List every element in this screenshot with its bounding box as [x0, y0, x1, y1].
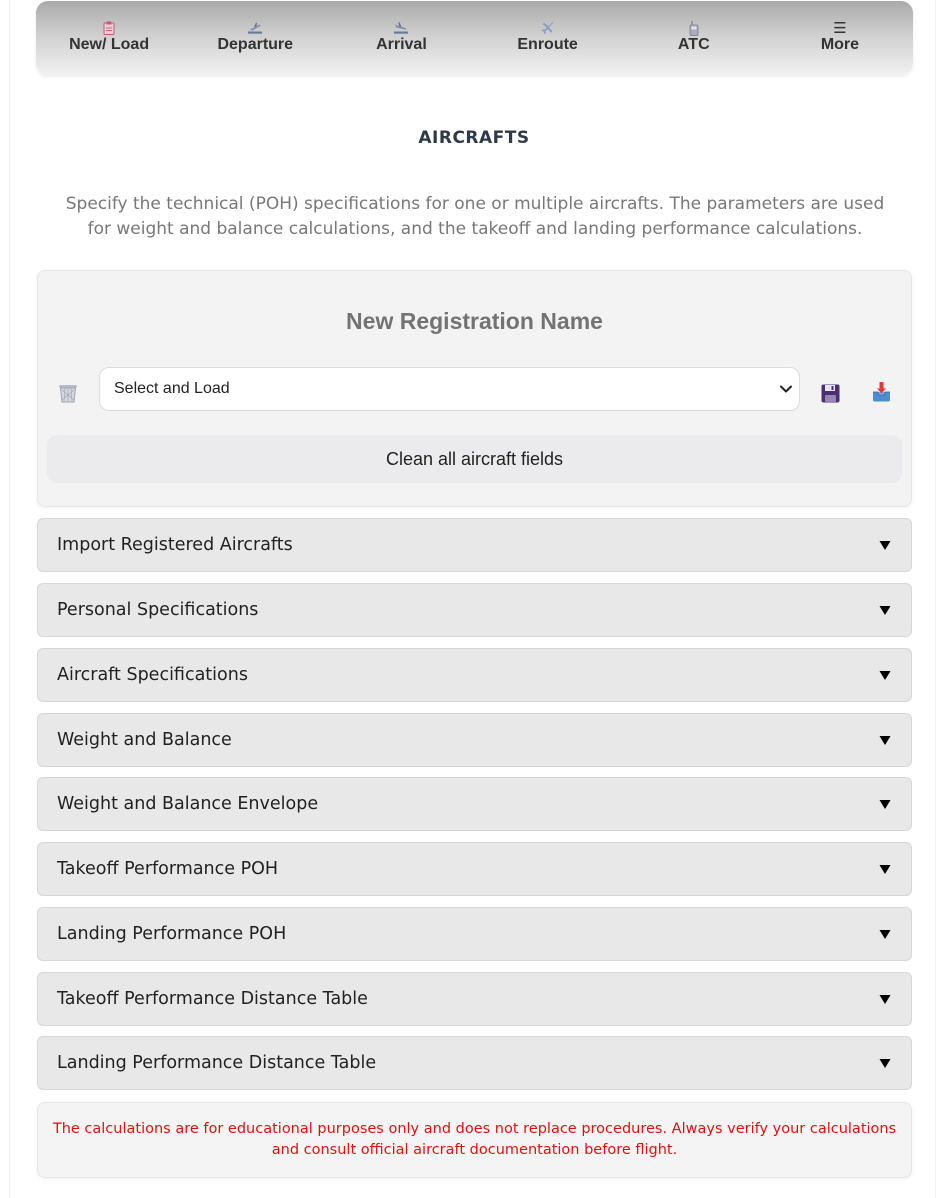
nav-item-atc[interactable] — [621, 1, 767, 75]
nav-item-enroute[interactable] — [475, 1, 621, 75]
triangle-down-icon — [879, 1058, 891, 1069]
triangle-down-icon — [879, 799, 891, 810]
accordion-label: Weight and Balance Envelope — [57, 794, 319, 814]
triangle-down-icon — [879, 540, 891, 551]
triangle-down-icon — [879, 605, 891, 616]
accordion-label: Personal Specifications — [57, 600, 259, 620]
page-intro: Specify the technical (POH) specifications for one or multiple aircrafts. The parameters are used for weight and balance calculations, and the takeoff and landing performance calculations. — [65, 194, 885, 239]
triangle-down-icon — [879, 735, 891, 746]
educational-disclaimer: The calculations are for educational purposes only and does not replace procedures. Always verify your calculations and consult official aircraft documentation before flight. — [37, 1102, 912, 1178]
top-navbar — [36, 1, 913, 75]
page-title: AIRCRAFTS — [418, 128, 530, 148]
clean-aircraft-fields-button[interactable]: Clean all aircraft fields — [47, 435, 902, 483]
accordion-landing-performance-poh[interactable] — [37, 907, 912, 961]
accordion-import-registered-aircrafts[interactable] — [37, 518, 912, 572]
accordion-takeoff-performance-distance-table[interactable] — [37, 972, 912, 1026]
accordion-landing-performance-distance-table[interactable] — [37, 1036, 912, 1090]
delete-aircraft-button[interactable] — [57, 382, 79, 404]
wastebasket-icon — [57, 382, 79, 404]
nav-label-new-load: New/ Load — [69, 36, 150, 53]
accordion-label: Takeoff Performance POH — [57, 859, 279, 879]
load-aircraft-button[interactable] — [871, 381, 892, 403]
arrival-icon — [394, 21, 408, 35]
save-aircraft-button[interactable] — [820, 383, 841, 404]
airplane-icon — [541, 21, 555, 35]
clipboard-icon — [102, 21, 116, 35]
nav-label-more: More — [820, 36, 860, 53]
accordion-personal-specifications[interactable] — [37, 583, 912, 637]
triangle-down-icon — [879, 864, 891, 875]
aircraft-select-value: Select and Load — [114, 380, 230, 397]
nav-item-departure[interactable] — [182, 1, 328, 75]
accordion-label: Landing Performance POH — [57, 924, 287, 944]
nav-item-new-load[interactable] — [36, 1, 182, 75]
page-border-left — [9, 0, 10, 1198]
nav-label-atc: ATC — [677, 36, 710, 53]
radio-icon — [687, 21, 701, 35]
triangle-down-icon — [879, 994, 891, 1005]
registration-title: New Registration Name — [346, 308, 603, 334]
floppy-disk-icon — [820, 383, 841, 404]
registration-card — [37, 270, 912, 507]
accordion-label: Takeoff Performance Distance Table — [57, 989, 368, 1009]
accordion-takeoff-performance-poh[interactable] — [37, 842, 912, 896]
nav-label-departure: Departure — [217, 36, 294, 53]
accordion-label: Import Registered Aircrafts — [57, 535, 293, 555]
chevron-down-icon — [779, 382, 793, 396]
nav-label-enroute: Enroute — [517, 36, 578, 53]
accordion-weight-and-balance-envelope[interactable] — [37, 777, 912, 831]
aircraft-select[interactable] — [99, 367, 800, 411]
hamburger-icon: ☰ — [833, 19, 847, 37]
accordion-label: Weight and Balance — [57, 730, 232, 750]
nav-label-arrival: Arrival — [376, 36, 427, 53]
page-border-right — [935, 0, 936, 1198]
accordion-label: Aircraft Specifications — [57, 665, 248, 685]
inbox-tray-icon — [871, 381, 892, 403]
nav-item-more[interactable] — [767, 1, 913, 75]
triangle-down-icon — [879, 670, 891, 681]
accordion-aircraft-specifications[interactable] — [37, 648, 912, 702]
accordion-weight-and-balance[interactable] — [37, 713, 912, 767]
triangle-down-icon — [879, 929, 891, 940]
accordion-label: Landing Performance Distance Table — [57, 1053, 377, 1073]
departure-icon — [248, 21, 262, 35]
nav-item-arrival[interactable] — [328, 1, 474, 75]
